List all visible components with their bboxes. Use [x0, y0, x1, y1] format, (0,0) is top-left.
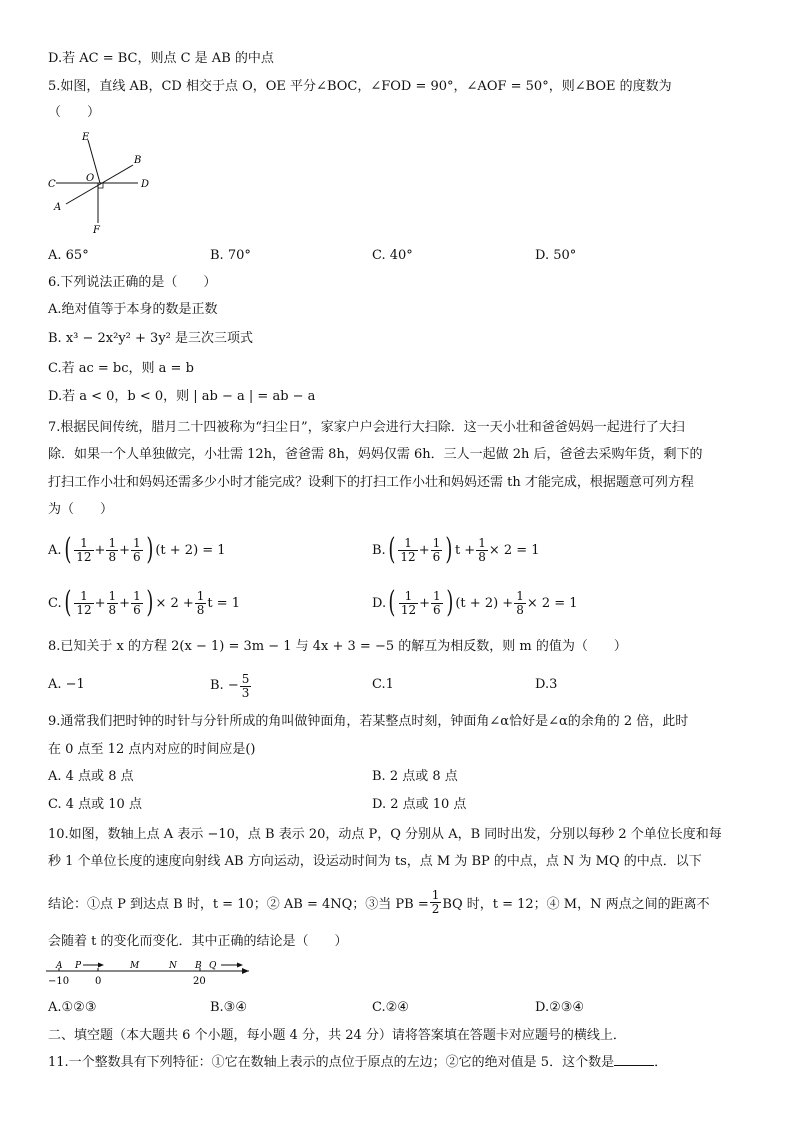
- label-e: E: [82, 132, 90, 143]
- q11-stem: 11.一个整数具有下列特征：①它在数轴上表示的点位于原点的左边；②它的绝对值是 5．这个数是 ．: [48, 1055, 668, 1070]
- axis-label-b: B: [195, 961, 202, 971]
- axis-label-m: M: [130, 961, 140, 971]
- axis-label-p: P: [75, 961, 82, 971]
- q10-option-c: C.②④: [372, 1000, 409, 1015]
- q6-option-d: D.若 a < 0，b < 0，则 | ab − a | = ab − a: [48, 389, 316, 404]
- q9-line1: 9.通常我们把时钟的时针与分针所成的角叫做钟面角，若某整点时刻，钟面角∠α恰好是∠α的余角的 2 倍，此时: [48, 714, 689, 729]
- q4-option-d: D.若 AC = BC，则点 C 是 AB 的中点: [48, 51, 274, 66]
- axis-label-a: A: [56, 961, 63, 971]
- q7-option-a: A. ( $\frac{1}{12}$ + $\frac{1}{8}$ + $\frac{1}{6}$ ) (t + 2) = 1: [48, 532, 226, 567]
- section-2-heading: 二、填空题（本大题共 6 个小题，每小题 4 分，共 24 分）请将答案填在答题卡对应题号的横线上．: [48, 1028, 626, 1043]
- q10-line3: 结论：①点 P 到达点 B 时，t = 10；② AB = 4NQ；③当 PB = $\frac{1}{2}$ BQ 时，t = 12；④ M，N 两点之间的距离不: [48, 887, 710, 916]
- q11-answer-blank[interactable]: [614, 1065, 654, 1066]
- q6-option-b: B. x³ − 2x²y² + 3y² 是三次三项式: [48, 331, 254, 346]
- q10-line1: 10.如图，数轴上点 A 表示 −10，点 B 表示 20，动点 P，Q 分别从 A，B 同时出发，分别以每秒 2 个单位长度和每: [48, 827, 722, 842]
- q5-figure: [48, 128, 158, 236]
- label-o: O: [86, 173, 95, 184]
- label-d: D: [141, 179, 150, 190]
- q7-line1: 7.根据民间传统，腊月二十四被称为“扫尘日”，家家户户会进行大扫除．这一天小壮和爸爸妈妈一起进行了大扫: [48, 420, 685, 435]
- q5-option-b: B. 70°: [210, 248, 251, 263]
- label-b: B: [134, 155, 142, 166]
- axis-label-n: N: [169, 961, 177, 971]
- q9-line2: 在 0 点至 12 点内对应的时间应是(): [48, 742, 256, 757]
- q8-option-a: A. −1: [48, 677, 85, 692]
- q6-option-c: C.若 ac = bc，则 a = b: [48, 361, 194, 376]
- q5-option-a: A. 65°: [48, 248, 89, 263]
- q7-line3: 打扫工作小壮和妈妈还需多少小时才能完成？设剩下的打扫工作小壮和妈妈还需 th 才能完成，根据题意可列方程: [48, 475, 694, 490]
- label-f: F: [93, 225, 100, 236]
- label-a: A: [54, 202, 62, 213]
- q8-option-c: C.1: [372, 677, 394, 692]
- q7-option-d: D. ( $\frac{1}{12}$ + $\frac{1}{6}$ ) (t + 2) + $\frac{1}{8}$ × 2 = 1: [372, 585, 578, 620]
- q6-stem: 6.下列说法正确的是（ ）: [48, 275, 217, 290]
- q8-option-d: D.3: [535, 677, 558, 692]
- q10-option-b: B.③④: [210, 1000, 247, 1015]
- axis-tick-20: 20: [193, 976, 206, 987]
- q9-option-c: C. 4 点或 10 点: [48, 797, 142, 812]
- q10-line4: 会随着 t 的变化而变化．其中正确的结论是（ ）: [48, 934, 348, 949]
- q5-option-d: D. 50°: [535, 248, 577, 263]
- q7-line2: 除．如果一个人单独做完，小壮需 12h，爸爸需 8h，妈妈仅需 6h．三人一起做 2h 后，爸爸去采购年货，剩下的: [48, 447, 703, 462]
- q7-option-c: C. ( $\frac{1}{12}$ + $\frac{1}{8}$ + $\frac{1}{6}$ ) × 2 + $\frac{1}{8}$ t = 1: [48, 585, 241, 620]
- q10-line2: 秒 1 个单位长度的速度向射线 AB 方向运动，设运动时间为 ts，点 M 为 BP 的中点，点 N 为 MQ 的中点．以下: [48, 854, 702, 869]
- q7-option-b: B. ( $\frac{1}{12}$ + $\frac{1}{6}$ ) t + $\frac{1}{8}$ × 2 = 1: [372, 532, 540, 567]
- q6-option-a: A.绝对值等于本身的数是正数: [48, 302, 218, 317]
- q9-option-b: B. 2 点或 8 点: [372, 769, 458, 784]
- q5-answer-paren: （ ）: [48, 105, 101, 120]
- q10-option-a: A.①②③: [48, 1000, 97, 1015]
- q10-option-d: D.②③④: [535, 1000, 585, 1015]
- q9-option-d: D. 2 点或 10 点: [372, 797, 467, 812]
- axis-tick-0: 0: [95, 976, 102, 987]
- axis-label-q: Q: [209, 961, 217, 971]
- q10-number-line: [44, 958, 254, 990]
- q7-line4: 为（ ）: [48, 502, 114, 517]
- q5-stem: 5.如图，直线 AB，CD 相交于点 O，OE 平分∠BOC，∠FOD = 90°，∠AOF = 50°，则∠BOE 的度数为: [48, 79, 672, 94]
- q5-option-c: C. 40°: [372, 248, 413, 263]
- q8-option-b: B. − $\frac{5}{3}$: [210, 671, 250, 700]
- q8-stem: 8.已知关于 x 的方程 2(x − 1) = 3m − 1 与 4x + 3 = −5 的解互为相反数，则 m 的值为（ ）: [48, 639, 627, 654]
- q9-option-a: A. 4 点或 8 点: [48, 769, 134, 784]
- axis-tick-minus10: −10: [48, 976, 70, 987]
- label-c: C: [48, 179, 56, 190]
